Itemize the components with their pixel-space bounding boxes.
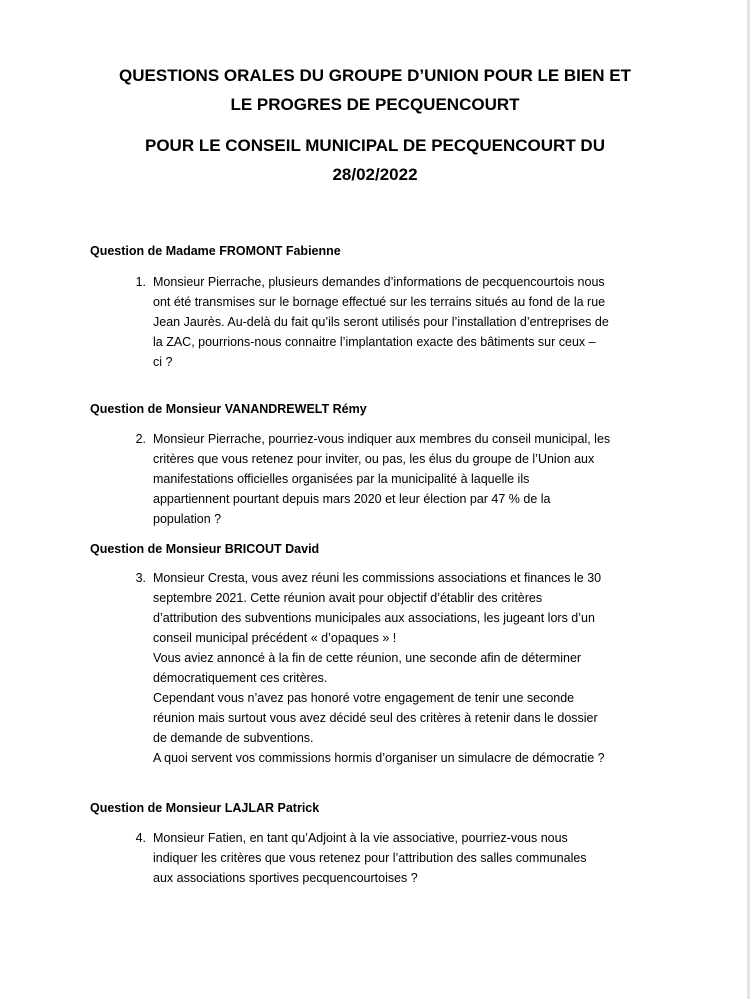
- question-2-line: manifestations officielles organisées par la municipalité à laquelle ils: [153, 472, 530, 486]
- question-4-line: Monsieur Fatien, en tant qu’Adjoint à la vie associative, pourriez-vous nous: [153, 831, 568, 845]
- question-2-line: appartiennent pourtant depuis mars 2020 et leur élection par 47 % de la: [153, 492, 551, 506]
- question-1-line: Jean Jaurès. Au-delà du fait qu’ils seront utilisés pour l’installation d’entreprises de: [153, 315, 609, 329]
- question-1-line: la ZAC, pourrions-nous connaitre l’implantation exacte des bâtiments sur ceux –: [153, 335, 596, 349]
- question-3-line: Cependant vous n’avez pas honoré votre engagement de tenir une seconde: [153, 691, 575, 705]
- question-3-line: Monsieur Cresta, vous avez réuni les commissions associations et finances le 30: [153, 571, 602, 585]
- question-heading-1: Question de Madame FROMONT Fabienne: [90, 244, 341, 258]
- question-heading-3: Question de Monsieur BRICOUT David: [90, 542, 320, 556]
- title-line-3: POUR LE CONSEIL MUNICIPAL DE PECQUENCOURT DU: [145, 136, 605, 155]
- title-line-1: QUESTIONS ORALES DU GROUPE D’UNION POUR LE BIEN ET: [119, 66, 631, 85]
- question-4-line: indiquer les critères que vous retenez pour l’attribution des salles communales: [153, 851, 587, 865]
- question-3-line: démocratiquement ces critères.: [153, 671, 328, 685]
- title-line-2: LE PROGRES DE PECQUENCOURT: [230, 95, 520, 114]
- question-3-line: Vous aviez annoncé à la fin de cette réunion, une seconde afin de déterminer: [153, 651, 582, 665]
- question-2-line: population ?: [153, 512, 222, 526]
- question-3-line: conseil municipal précédent « d’opaques » !: [153, 631, 397, 645]
- question-heading-2: Question de Monsieur VANANDREWELT Rémy: [90, 402, 367, 416]
- question-number-4: 4.: [135, 831, 146, 845]
- question-number-3: 3.: [135, 571, 146, 585]
- question-2-line: Monsieur Pierrache, pourriez-vous indiquer aux membres du conseil municipal, les: [153, 432, 611, 446]
- question-3-line: septembre 2021. Cette réunion avait pour objectif d’établir des critères: [153, 591, 543, 605]
- question-heading-4: Question de Monsieur LAJLAR Patrick: [90, 801, 320, 815]
- question-1-line: ci ?: [153, 355, 173, 369]
- question-4-line: aux associations sportives pecquencourtoises ?: [153, 871, 418, 885]
- question-2-line: critères que vous retenez pour inviter, ou pas, les élus du groupe de l’Union aux: [153, 452, 595, 466]
- question-number-1: 1.: [135, 275, 146, 289]
- question-1-line: ont été transmises sur le bornage effectué sur les terrains situés au fond de la rue: [153, 295, 606, 309]
- question-3-line: de demande de subventions.: [153, 731, 314, 745]
- question-1-line: Monsieur Pierrache, plusieurs demandes d’informations de pecquencourtois nous: [153, 275, 605, 289]
- title-line-4: 28/02/2022: [332, 165, 418, 184]
- question-3-line: A quoi servent vos commissions hormis d’organiser un simulacre de démocratie ?: [153, 751, 605, 765]
- question-3-line: réunion mais surtout vous avez décidé seul des critères à retenir dans le dossier: [153, 711, 598, 725]
- question-3-line: d’attribution des subventions municipales aux associations, les jugeant lors d’un: [153, 611, 595, 625]
- question-number-2: 2.: [135, 432, 146, 446]
